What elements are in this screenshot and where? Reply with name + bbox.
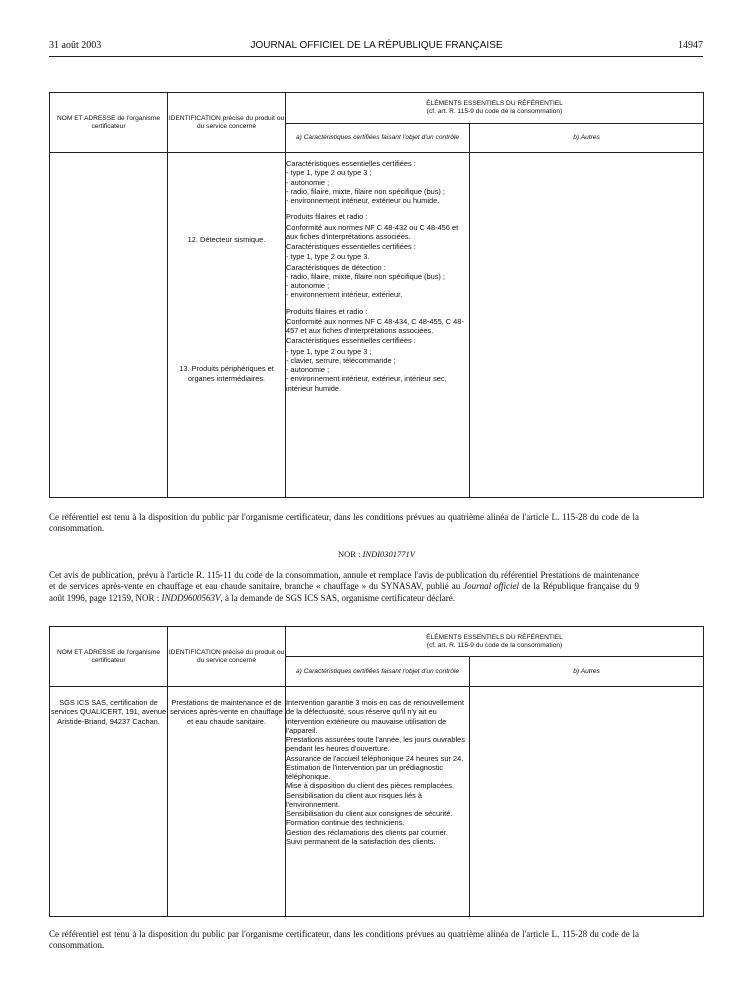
organism-cell [50, 153, 168, 498]
service-criterion: Mise à disposition du client des pièces remplacées. [286, 781, 455, 791]
criterion-13: Caractéristiques essentielles certifiées : [286, 336, 416, 346]
journal-title: JOURNAL OFFICIEL DE LA RÉPUBLIQUE FRANÇAISE [250, 40, 503, 51]
publication-text: , à la demande de SGS ICS SAS, organisme certificateur déclaré. [220, 592, 456, 603]
service-criterion: Estimation de l'intervention par un prédiagnostic téléphonique. [286, 762, 444, 781]
service-criterion: Sensibilisation du client aux consignes de sécurité. [286, 809, 453, 818]
service-criterion: Prestations assurées toute l'année, les jours ouvrables pendant les heures d'ouverture. [286, 735, 465, 754]
publication-journal: Journal officiel [463, 581, 520, 592]
product-13: 13. Produits périphériques et organes intermédiaires. [179, 364, 274, 383]
col-header-certified: a) Caractéristiques certifiées faisant l'objet d'un contrôle [286, 124, 470, 153]
nor-line [0, 549, 753, 559]
criterion-12: Conformité aux normes NF C 48-432 ou C 48-456 et aux fiches d'interprétations associées. [286, 222, 459, 241]
paragraph-availability-2: Ce référentiel est tenu à la disposition du public par l'organisme certificateur, dans les conditions prévues au quatrième alinéa de l'article L. 115-28 du code de la consommation. [49, 929, 639, 951]
criterion-13: Conformité aux normes NF C 48-434, C 48-455, C 48-457 et aux fiches d'interprétations associées. [286, 316, 464, 335]
criterion-12: Caractéristiques essentielles certifiées : [286, 242, 416, 251]
criterion-12: - autonomie ; [286, 281, 330, 290]
service-cell: Prestations de maintenance et de services après-vente en chauffage et eau chaude sanitaire. [168, 687, 286, 917]
criterion-12: - environnement intérieur, extérieur. [286, 290, 403, 300]
elements-reference: (cf. art. R. 115-9 du code de la consommation) [426, 108, 563, 115]
service-criterion: Intervention garantie 3 mois en cas de renouvellement de la défectuosité, sous réserve qu'il n'y ait eu intervention extérieure ou mauvaise utilisation de l'appareil. [286, 698, 464, 735]
paragraph-availability-1: Ce référentiel est tenu à la disposition du public par l'organisme certificateur, dans les conditions prévues au quatrième alinéa de l'article L. 115-28 du code de la consommation. [49, 512, 639, 534]
header-rule [49, 56, 703, 57]
elements-title: ÉLÉMENTS ESSENTIELS DU RÉFÉRENTIEL [426, 100, 563, 108]
service-criterion: Assurance de l'accueil téléphonique 24 heures sur 24. [286, 753, 464, 763]
service-criterion: Suivi permanent de la satisfaction des clients. [286, 836, 436, 846]
criterion-13: - autonomie ; [286, 365, 330, 374]
elements-title: ÉLÉMENTS ESSENTIELS DU RÉFÉRENTIEL [426, 633, 563, 641]
criterion-12: - type 1, type 2 ou type 3. [286, 252, 370, 262]
service-criterion: Sensibilisation du client aux risques liés à l'environnement. [286, 790, 422, 809]
intro-criterion: - environnement intérieur, extérieur ou humide. [286, 196, 440, 205]
col-header-elements [286, 93, 704, 124]
criterion-12: Caractéristiques de détection : [286, 262, 386, 272]
publication-text: Cet avis de publication, prévu à l'article R. 115-11 du code de la consommation, annule et remplace l'avis de publication du référentiel Prestations de maintenance et de services après-vente en chauffage et eau chaude sanitaire, branche « chauffage » du SYNASAV, publié au [49, 570, 639, 592]
publication-nor: INDD9600563V [161, 592, 221, 603]
col-header-organism: NOM ET ADRESSE de l'organisme certificateur [50, 93, 168, 153]
criterion-13: - environnement intérieur, extérieur, intérieur sec, intérieur humide. [286, 374, 447, 393]
col-header-others: b) Autres [470, 124, 704, 153]
criteria-cell [286, 687, 470, 917]
elements-reference: (cf. art. R. 115-9 du code de la consommation) [426, 641, 563, 649]
nor-value: INDI0301771V [362, 549, 415, 559]
col-header-identification: IDENTIFICATION précise du produit ou du service concerné [168, 627, 286, 687]
product-12: 12. Détecteur sismique. [187, 235, 266, 244]
criterion-13: - clavier, serrure, télécommande ; [286, 355, 396, 365]
nor-label: NOR : [338, 549, 361, 559]
header-date: 31 août 2003 [49, 40, 102, 51]
criteria-cell [286, 153, 470, 498]
service-criterion: Formation continue des techniciens. [286, 818, 405, 828]
col-header-organism: NOM ET ADRESSE de l'organisme certificateur [50, 627, 168, 687]
referential-table-1 [49, 92, 704, 498]
col-header-elements [286, 627, 704, 657]
intro-criterion: - radio, filaire, mixte, filaire non spécifique (bus) ; [286, 186, 445, 196]
col-header-certified: a) Caractéristiques certifiées faisant l'objet d'un contrôle [286, 657, 470, 687]
organism-cell: SGS ICS SAS, certification de services QUALICERT, 191, avenue Aristide-Briand, 94237 Cachan. [50, 687, 168, 917]
others-cell [470, 687, 704, 917]
criterion-12: - radio, filaire, mixte, filaire non spécifique (bus) ; [286, 271, 445, 281]
col-header-identification: IDENTIFICATION précise du produit ou du service concerné [168, 93, 286, 153]
intro-criterion: Caractéristiques essentielles certifiées : [286, 159, 416, 168]
intro-criterion: - autonomie ; [286, 177, 330, 187]
product-cell [168, 153, 286, 498]
others-cell [470, 153, 704, 498]
intro-criterion: - type 1, type 2 ou type 3 ; [286, 168, 372, 178]
criterion-13: Produits filaires et radio : [286, 306, 368, 316]
page-number: 14947 [678, 40, 703, 51]
col-header-others: b) Autres [470, 657, 704, 687]
service-criterion: Gestion des réclamations des clients par courrier. [286, 827, 448, 837]
publication-text: de la République française du 9 août 1996, page 12159, NOR : [49, 581, 639, 603]
referential-table-2 [49, 626, 704, 917]
criterion-13: - type 1, type 2 ou type 3 ; [286, 346, 372, 356]
criterion-12: Produits filaires et radio : [286, 212, 368, 222]
paragraph-publication [49, 570, 639, 604]
